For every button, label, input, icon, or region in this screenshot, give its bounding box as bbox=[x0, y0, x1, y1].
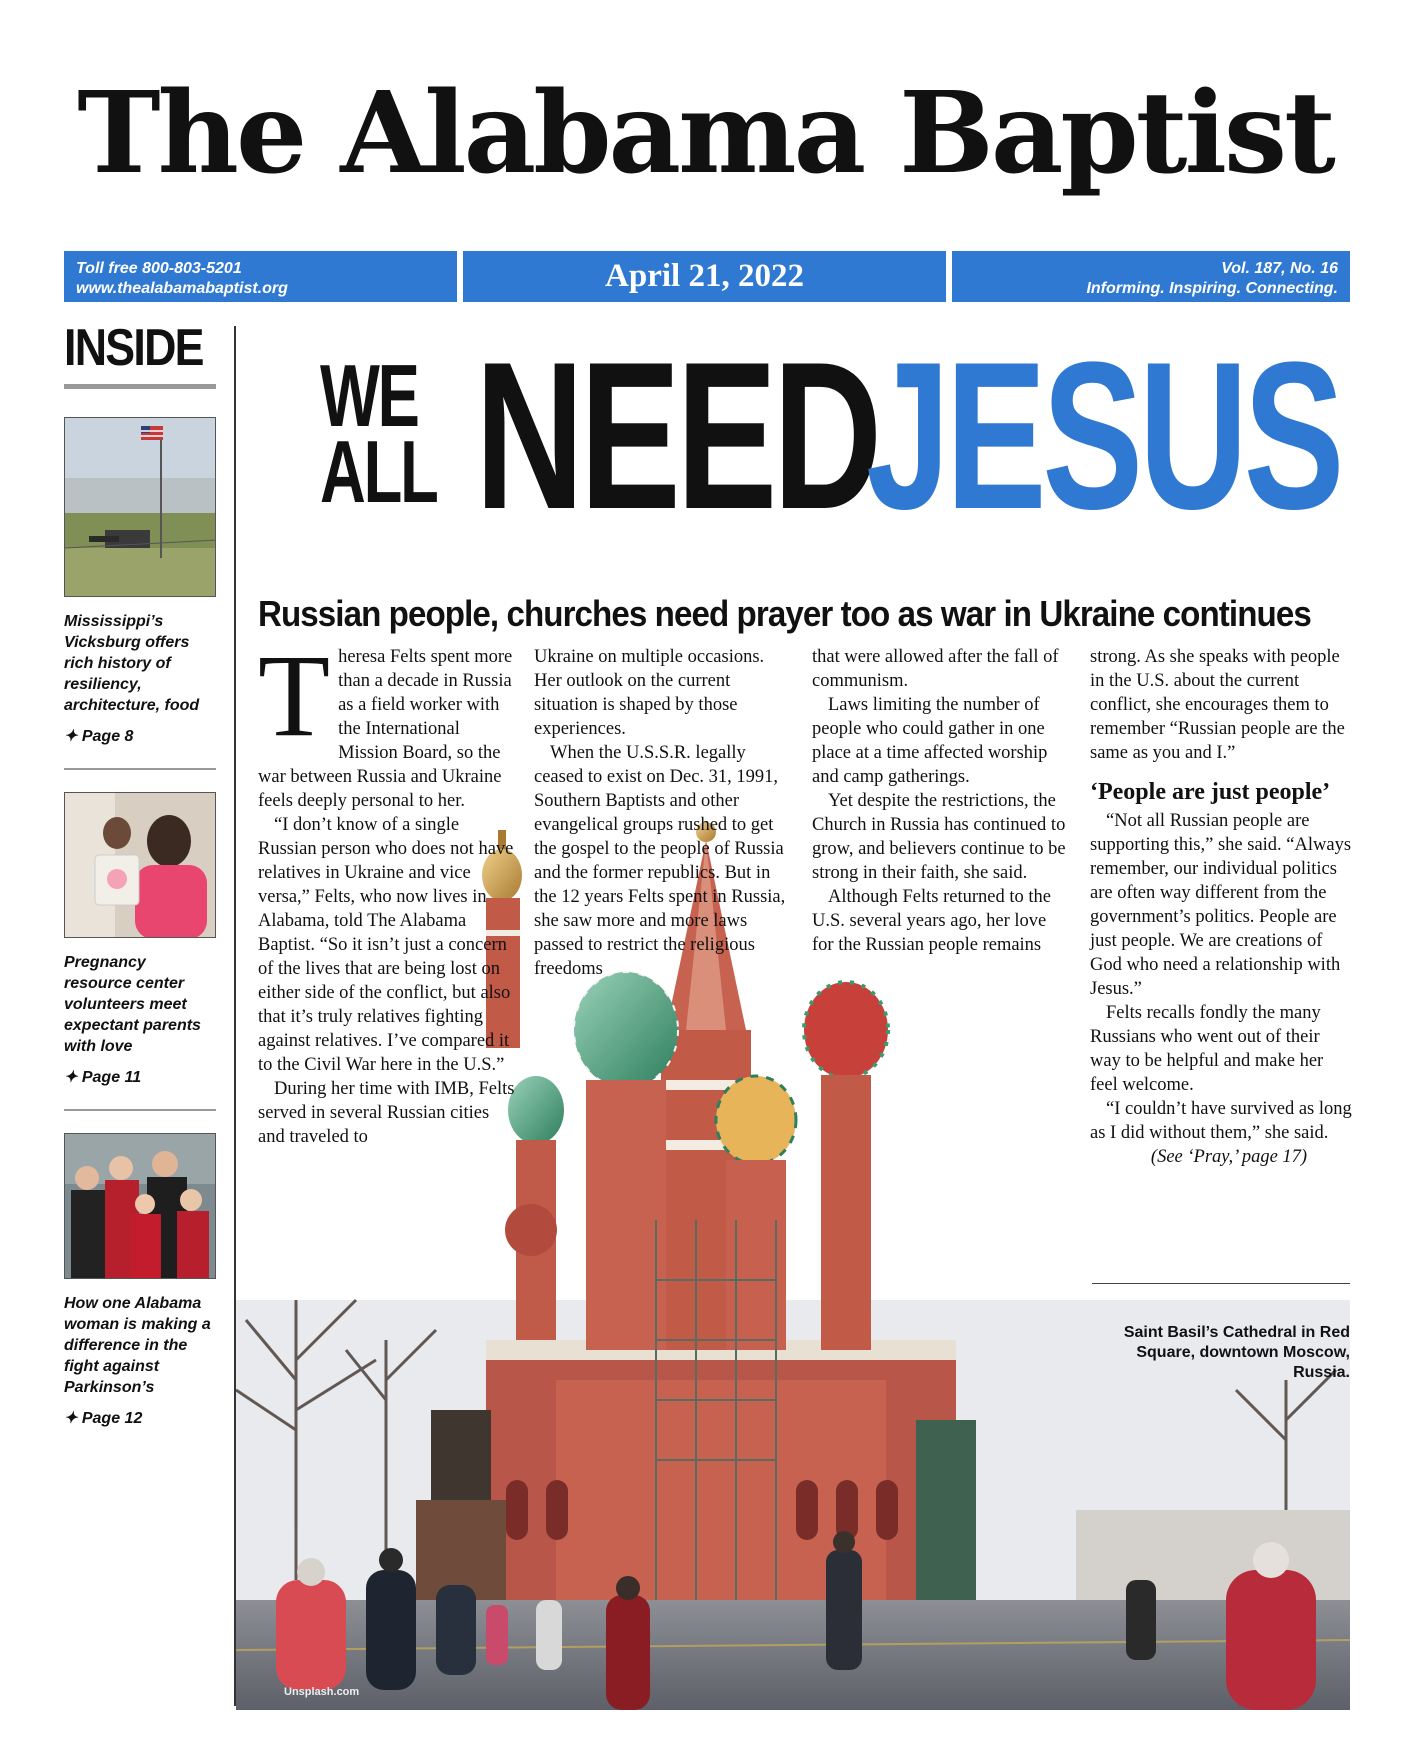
inside-page-1: ✦ Page 8 bbox=[64, 728, 134, 745]
headline-we-all bbox=[320, 346, 437, 521]
inside-page-2: ✦ Page 11 bbox=[64, 1069, 142, 1086]
family-photo[interactable] bbox=[64, 1133, 216, 1279]
article-subhead: ‘People are just people’ bbox=[1090, 779, 1331, 805]
article-paragraph: that were allowed after the fall of communism. bbox=[812, 647, 1059, 691]
inside-headline-2[interactable]: Pregnancy resource center volunteers meet expectant parents with love bbox=[64, 954, 201, 1055]
article-paragraph: “I couldn’t have survived as long as I did without them,” she said. bbox=[1090, 1099, 1352, 1143]
article-paragraph: During her time with IMB, Felts served in several Russian cities and traveled to bbox=[258, 1079, 515, 1147]
inside-headline-3[interactable]: How one Alabama woman is making a difference in the fight against Parkinson’s bbox=[64, 1295, 211, 1396]
drop-cap: T bbox=[258, 630, 331, 761]
sidebar-divider bbox=[64, 1109, 216, 1111]
paragraph-text: heresa Felts spent more than a decade in Russia as a field worker with the International Mission Board, so the war between Russia and Ukraine feels deeply personal to her. bbox=[258, 647, 513, 811]
pregnancy-center-photo[interactable] bbox=[64, 792, 216, 938]
article-paragraph: “I don’t know of a single Russian person who does not have relatives in Ukraine and vice versa,” Felts, who now lives in Alabama, told The Alabama Baptist. “So it isn’t just a concern of the lives that are being lost on either side of the conflict, but also that it’s truly relatives fighting against relatives. I’ve compared it to the Civil War here in the U.S.” bbox=[258, 815, 514, 1075]
phone-number: Toll free 800-803-5201 bbox=[76, 260, 242, 277]
vicksburg-photo[interactable] bbox=[64, 417, 216, 597]
inside-title: INSIDE bbox=[64, 319, 203, 377]
sidebar-divider bbox=[64, 768, 216, 770]
article-paragraph: “Not all Russian people are supporting this,” she said. “Always remember, our individual politics are often way different from the government’s politics. People are just people. We are creations of God who need a relationship with Jesus.” bbox=[1090, 811, 1352, 999]
article-paragraph: Yet despite the restrictions, the Church in Russia has continued to grow, and believers continue to be strong in their faith, she said. bbox=[812, 791, 1066, 883]
article-column-2 bbox=[534, 645, 794, 981]
volume-number: Vol. 187, No. 16 bbox=[1221, 260, 1338, 277]
article-column-4 bbox=[1090, 645, 1352, 1169]
headline-need: NEED bbox=[475, 318, 878, 553]
headline-jesus: JESUS bbox=[866, 318, 1341, 553]
inside-rule bbox=[64, 384, 216, 389]
article-paragraph: strong. As she speaks with people in the U.S. about the current conflict, she encourages them to remember “Russian people are the same as you and I.” bbox=[1090, 647, 1345, 763]
photo-credit: Unsplash.com bbox=[284, 1686, 360, 1698]
inside-sidebar bbox=[64, 319, 216, 1428]
article-paragraph: Although Felts returned to the U.S. several years ago, her love for the Russian people remains bbox=[812, 887, 1051, 955]
volume-bar bbox=[952, 251, 1350, 302]
headline-we: WE bbox=[320, 346, 418, 445]
jump-line[interactable]: (See ‘Pray,’ page 17) bbox=[1150, 1147, 1308, 1167]
issue-date: April 21, 2022 bbox=[463, 251, 946, 302]
contact-bar bbox=[64, 251, 457, 302]
caption-rule bbox=[1092, 1283, 1350, 1284]
article-paragraph: Felts recalls fondly the many Russians who went out of their way to be helpful and make her feel welcome. bbox=[1090, 1003, 1324, 1095]
masthead-title: The Alabama Baptist bbox=[77, 68, 1333, 199]
photo-caption: Saint Basil’s Cathedral in Red Square, downtown Moscow, Russia. bbox=[1123, 1324, 1350, 1381]
subheadline: Russian people, churches need prayer too as war in Ukraine continues bbox=[258, 593, 1311, 634]
website-link[interactable]: www.thealabamabaptist.org bbox=[76, 280, 288, 297]
inside-headline-1[interactable]: Mississippi’s Vicksburg offers rich history of resiliency, architecture, food bbox=[64, 613, 200, 714]
article-paragraph: When the U.S.S.R. legally ceased to exist on Dec. 31, 1991, Southern Baptists and other evangelical groups rushed to get the gospel to the people of Russia and the former republics. But in the 12 years Felts spent in Russia, she saw more and more laws passed to restrict the religious freedoms bbox=[534, 743, 786, 979]
inside-page-3: ✦ Page 12 bbox=[64, 1410, 143, 1427]
article-column-3 bbox=[812, 645, 1072, 957]
headline-all: ALL bbox=[320, 422, 437, 521]
article-paragraph bbox=[258, 630, 518, 813]
article-paragraph: Ukraine on multiple occasions. Her outlook on the current situation is shaped by those experiences. bbox=[534, 647, 765, 739]
tagline: Informing. Inspiring. Connecting. bbox=[1086, 280, 1338, 297]
article-column-1 bbox=[258, 630, 518, 1149]
article-paragraph: Laws limiting the number of people who could gather in one place at a time affected worship and camp gatherings. bbox=[812, 695, 1048, 787]
